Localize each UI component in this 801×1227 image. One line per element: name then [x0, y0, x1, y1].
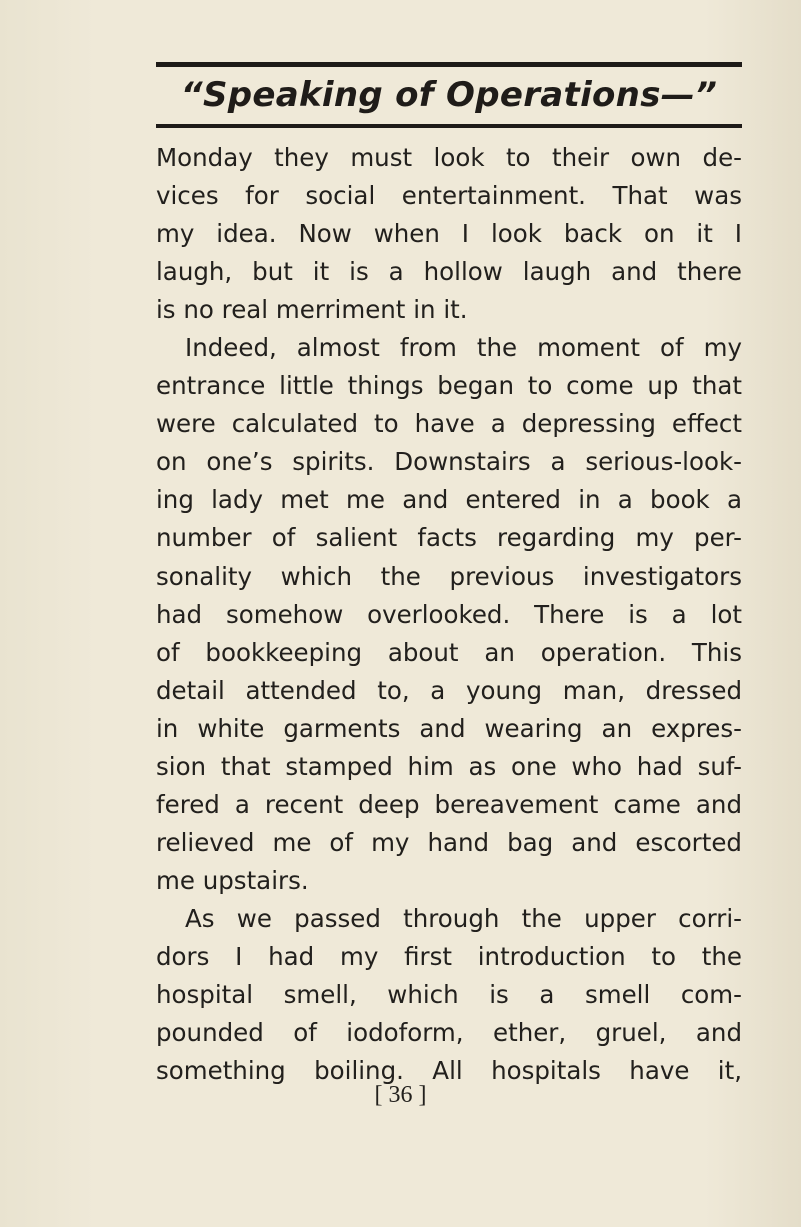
text-line: of bookkeeping about an operation. This — [156, 637, 742, 667]
running-head: “Speaking of Operations—” — [180, 75, 718, 115]
text-line: had somehow overlooked. There is a lot — [156, 599, 742, 629]
body-text — [156, 139, 742, 1090]
text-line: my idea. Now when I look back on it I — [156, 219, 742, 249]
text-line: number of salient facts regarding my per- — [156, 523, 742, 553]
text-line: pounded of iodoform, ether, gruel, and — [156, 1018, 742, 1048]
text-line: Indeed, almost from the moment of my — [185, 333, 742, 363]
text-line: laugh, but it is a hollow laugh and there — [156, 257, 742, 287]
text-line: relieved me of my hand bag and escorted — [156, 827, 742, 857]
text-line: fered a recent deep bereavement came and — [156, 789, 742, 819]
text-line: entrance little things began to come up that — [156, 371, 742, 401]
text-line: were calculated to have a depressing effect — [156, 409, 742, 439]
header-bottom-rule — [156, 124, 742, 128]
text-line: in white garments and wearing an expres- — [156, 713, 742, 743]
text-line: something boiling. All hospitals have it, — [156, 1056, 742, 1086]
text-line: vices for social entertainment. That was — [156, 181, 742, 211]
page-number: [ 36 ] — [374, 1082, 427, 1108]
text-line: hospital smell, which is a smell com- — [156, 980, 742, 1010]
text-line: is no real merriment in it. — [156, 295, 468, 325]
text-line: detail attended to, a young man, dressed — [156, 675, 742, 705]
text-line: on one’s spirits. Downstairs a serious-look- — [156, 447, 742, 477]
text-line: dors I had my first introduction to the — [156, 941, 742, 971]
text-line: ing lady met me and entered in a book a — [156, 485, 742, 515]
text-line: sonality which the previous investigators — [156, 561, 742, 591]
text-line: Monday they must look to their own de- — [156, 143, 742, 172]
text-line: As we passed through the upper corri- — [185, 903, 742, 933]
text-line: me upstairs. — [156, 865, 309, 895]
text-line: sion that stamped him as one who had suf- — [156, 751, 742, 781]
